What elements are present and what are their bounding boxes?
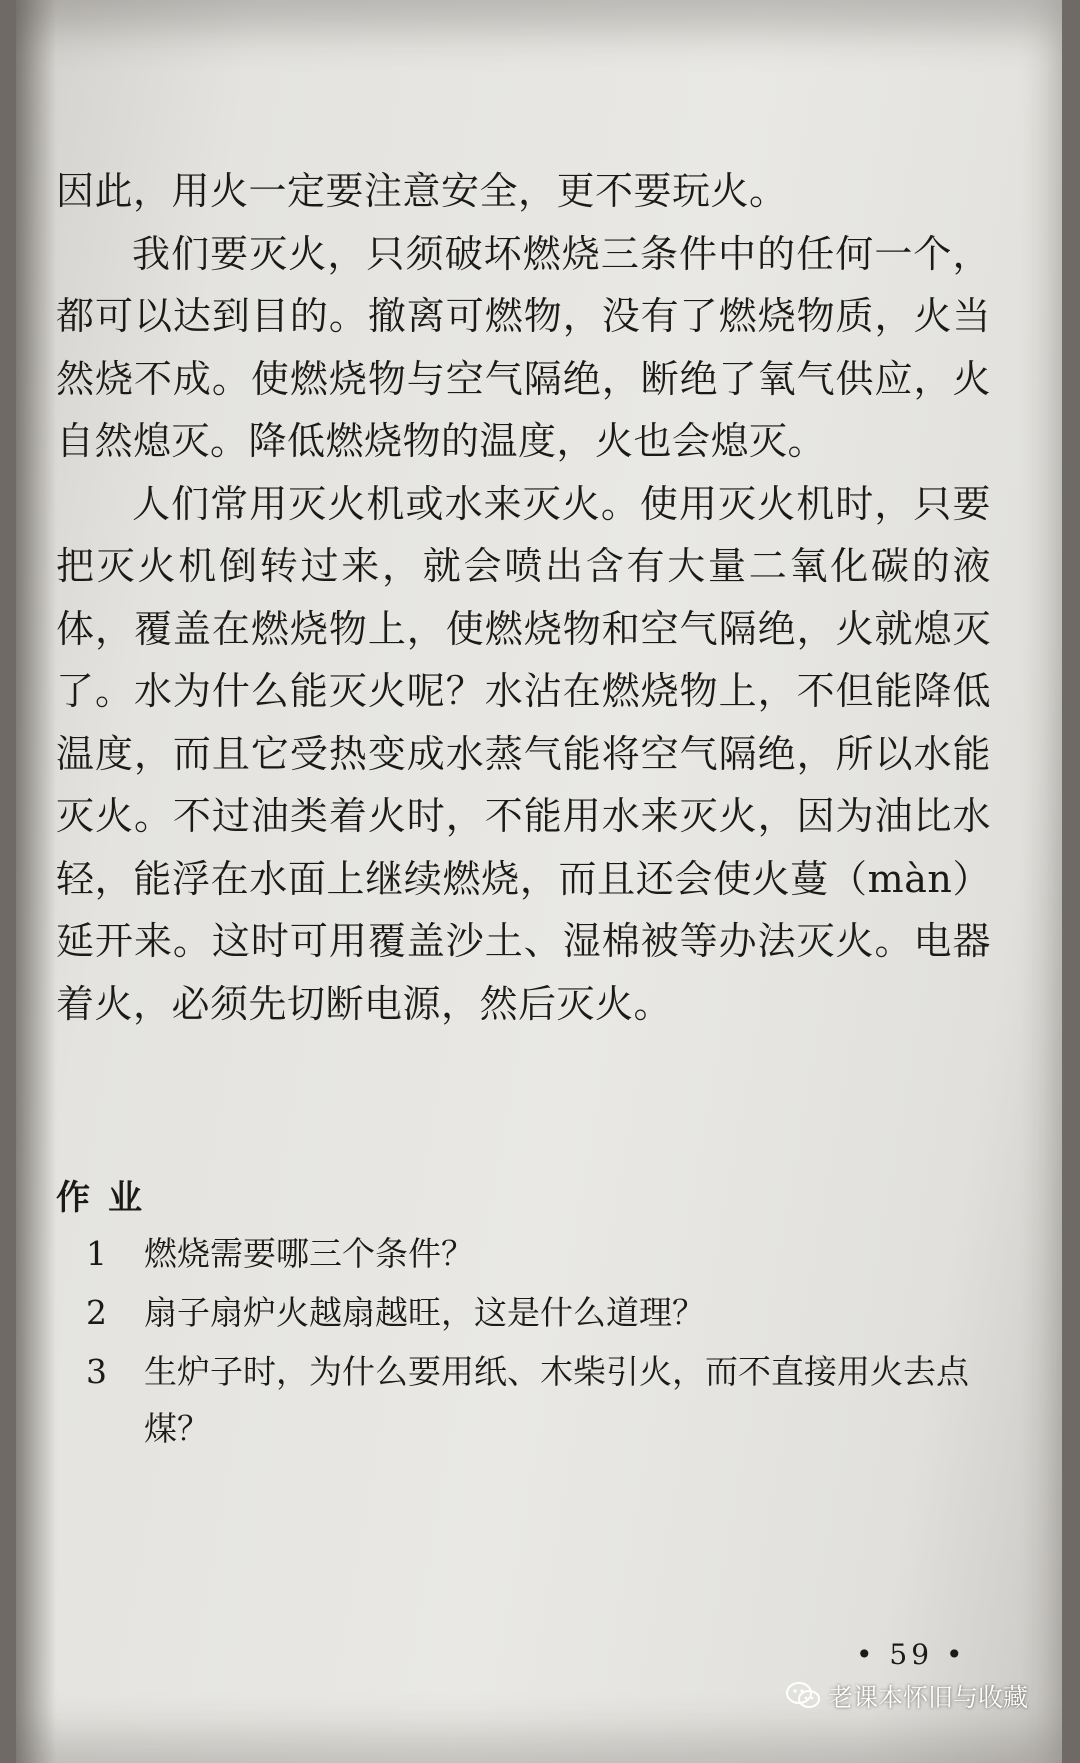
homework-item — [86, 1225, 986, 1282]
page-spine-shadow — [16, 0, 56, 1763]
homework-item — [86, 1284, 986, 1341]
homework-item-text: 燃烧需要哪三个条件？ — [144, 1234, 474, 1273]
body-text — [56, 160, 991, 1035]
homework-heading: 作业 — [56, 1178, 160, 1218]
page-number: • 59 • — [856, 1638, 967, 1671]
wechat-icon — [786, 1682, 820, 1710]
paragraph-1: 因此，用火一定要注意安全，更不要玩火。 — [56, 169, 788, 213]
homework-list — [86, 1225, 986, 1459]
homework-item-number: 1 — [86, 1234, 107, 1273]
homework-item-number: 2 — [86, 1293, 107, 1332]
paragraph-2: 我们要灭火，只须破坏燃烧三条件中的任何一个，都可以达到目的。撤离可燃物，没有了燃烧物质，火当然烧不成。使燃烧物与空气隔绝，断绝了氧气供应，火自然熄灭。降低燃烧物的温度，火也会熄灭。 — [56, 231, 991, 463]
paragraph-3: 人们常用灭火机或水来灭火。使用灭火机时，只要把灭火机倒转过来，就会喷出含有大量二氧化碳的液体，覆盖在燃烧物上，使燃烧物和空气隔绝，火就熄灭了。水为什么能灭火呢？水沾在燃烧物上，不但能降低温度，而且它受热变成水蒸气能将空气隔绝，所以水能灭火。不过油类着火时，不能用水来灭火，因为油比水轻，能浮在水面上继续燃烧，而且还会使火蔓（màn）延开来。这时可用覆盖沙土、湿棉被等办法灭火。电器着火，必须先切断电源，然后灭火。 — [56, 481, 991, 1026]
homework-item-text: 扇子扇炉火越扇越旺，这是什么道理？ — [144, 1293, 705, 1332]
book-page — [16, 0, 1062, 1763]
watermark — [786, 1678, 1028, 1714]
homework-item-text: 生炉子时，为什么要用纸、木柴引火，而不直接用火去点煤？ — [144, 1352, 969, 1448]
homework-item-number: 3 — [86, 1352, 107, 1391]
watermark-text: 老课本怀旧与收藏 — [828, 1683, 1029, 1712]
homework-item — [86, 1343, 986, 1457]
